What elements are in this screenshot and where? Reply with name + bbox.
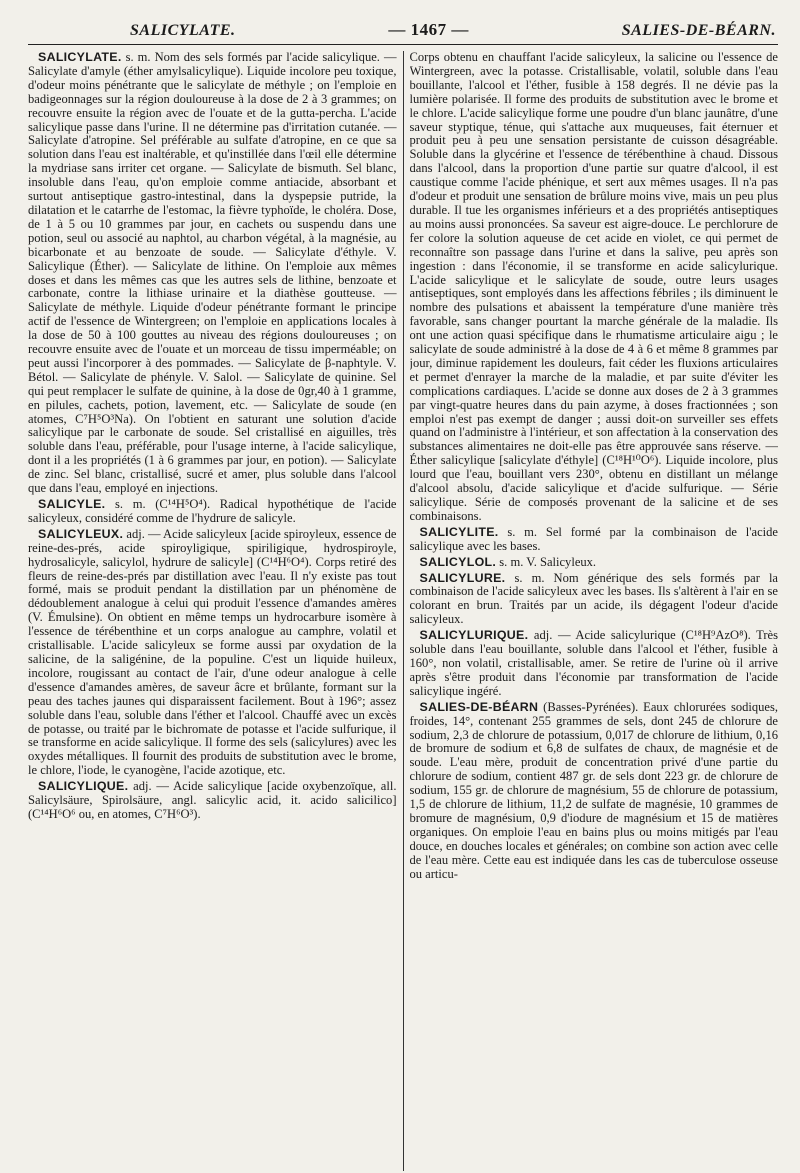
headword: SALIES-DE-BÉARN: [419, 699, 539, 714]
entry-salicylique: [28, 780, 397, 822]
right-column: [410, 51, 779, 1171]
entry-text: adj. — Acide salicylique [acide oxybenzoïque, all. Salicylsäure, Spirolsäure, angl. salicylic acid, it. acido salicilico] (C¹⁴H⁶O⁶ ou, en atomes, C⁷H⁶O³).: [28, 779, 397, 821]
headword: SALICYLATE.: [38, 51, 122, 64]
headword: SALICYLURIQUE.: [419, 628, 529, 643]
running-head: [28, 4, 778, 45]
entry-salicylate: [28, 51, 397, 496]
entry-text: s. m. Nom générique des sels formés par la combinaison de l'acide salicyleux avec les bases. Ils s'altèrent à l'air en se colorant en brun. Traités par un acide, ils dégagent l'odeur d'acide salicyleux.: [409, 570, 778, 627]
page-number: — 1467 —: [388, 20, 469, 39]
entry-text: s. m. (C¹⁴H⁵O⁴). Radical hypothétique de l'acide salicyleux, considéré comme de l'hydrure de salicyle.: [28, 497, 397, 525]
entry-text: s. m. Nom des sels formés par l'acide salicylique. — Salicylate d'amyle (éther amylsalicylique). Liquide incolore peu toxique, d'odeur moins pénétrante que le salicylate de méthyle ; on l'emploie en badigeonnages sur la région douloureuse à la dose de 2 à 3 grammes; on recouvre ensuite la région avec de l'ouate et de la gutta-percha. L'acide salicylique passe dans l'urine. Il ne détermine pas d'irritation cutanée. — Salicylate d'atropine. Sel préférable au sulfate d'atropine, en ce que sa solution dans l'eau est inaltérable, et qu'instillée dans l'œil elle détermine la mydriase sans irriter cet organe. — Salicylate de bismuth. Sel blanc, insoluble dans l'eau, qu'on emploie comme antiacide, absorbant et surtout antiseptique gastro-intestinal, dans la dyspepsie putride, la dilatation et le catarrhe de l'estomac, la fièvre typhoïde, le choléra. Dose, de 1 à 5 ou 10 grammes par jour, en cachets ou suspendu dans une potion, seul ou associé au naphtol, au charbon végétal, à la magnésie, au bicarbonate et au benzoate de soude. — Salicylate d'éthyle. V. Salicylique (Éther). — Salicylate de lithine. On l'emploie aux mêmes doses et dans les mêmes cas que les autres sels de lithine, benzoate et carbonate, contre la lithiase urinaire et la diathèse goutteuse. — Salicylate de méthyle. Liquide d'odeur pénétrante formant le principe actif de l'essence de Wintergreen; on l'emploie en applications locales à la dose de 50 à 100 gouttes au niveau des régions douloureuses ; on recouvre ensuite avec de l'ouate et un morceau de tissu imperméable; on peut aussi l'incorporer à des pommades. — Salicylate de β-naphtyle. V. Bétol. — Salicylate de phényle. V. Salol. — Salicylate de quinine. Sel qui peut remplacer le sulfate de quinine, à la dose de 0gr,40 à 1 gramme, en pilules, cachets, potion, lavement, etc. — Salicylate de soude (en atomes, C⁷H⁵O³Na). On l'obtient en saturant une solution d'acide salicylique par le carbonate de soude. Sel cristallisé en aiguilles, très soluble dans l'eau, préférable, pour l'usage interne, à l'acide salicylique, dont il a les propriétés (1 à 6 grammes par jour, en potion). — Salicylate de zinc. Sel blanc, cristallisé, sucré et amer, plus soluble dans l'alcool que dans l'eau, employé en injections.: [28, 51, 397, 496]
two-column-body: [28, 51, 778, 1171]
entry-salicyleux: [28, 528, 397, 778]
entry-text: adj. — Acide salicyleux [acide spiroyleux, essence de reine-des-prés, acide spiroyligique, spiriligique, hydrospiroyle, hydrosalicyle, salicylol, hydrure de salicyle] (C¹⁴H⁶O⁴). Corps retiré des fleurs de reine-des-prés par distillation avec l'eau. Il n'y existe pas tout formé, mais se produit pendant la distillation par un phénomène de dédoublement analogue à celui qui produit l'essence d'amandes amères (V. Émulsine). On obtient en même temps un hydrocarbure isomère à l'essence de térébenthine et un corps analogue au camphre, volatil et cristallisable. L'acide salicyleux se forme aussi par oxydation de la salicine, de la saligénine, de la populine. C'est un liquide huileux, incolore, rougissant au contact de l'air, d'une odeur analogue à celle d'essence d'amandes amères, de saveur âcre et brûlante, formant sur la peau des taches jaunes qui disparaissent facilement. Bout à 196°; assez soluble dans l'eau, soluble dans l'éther et l'alcool. Chauffé avec un excès de potasse, ou traité par le bichromate de potasse et l'acide sulfurique, il se transforme en acide salicylique. Il forme des sels (salicylures) avec les oxydes métalliques. Il fournit des produits de substitution avec le brome, le chlore, l'iode, le cyanogène, l'acide azotique, etc.: [28, 526, 397, 778]
headword: SALICYLE.: [38, 497, 106, 511]
entry-salies-de-bearn: [410, 701, 779, 882]
entry-salicylique-continued: [410, 51, 779, 524]
entry-text: (Basses-Pyrénées). Eaux chlorurées sodiques, froides, 14°, contenant 255 grammes de sels, dont 245 de chlorure de sodium, 2,3 de chlorure de potassium, 0,017 de chlorure de lithium, 0,16 de bromure de sodium et 6,8 de sulfates de chaux, de magnésie et de soude. L'eau mère, produit de concentration privé d'une partie du chlorure de sodium, contient 487 gr. de sels dont 223 gr. de chlorure de sodium, 155 gr. de chlorure de magnésium, 55 de chlorure de potassium, 1,5 de chlorure de lithium, 11,2 de sulfate de magnésie, 10 grammes de bromure de magnésium, 0,9 d'iodure de magnésium et 15 de matières organiques. On emploie l'eau en bains plus ou moins mitigés par l'eau douce, en douches locales et générales; on combine son action avec celle de l'eau mère. Cette eau est indiquée dans les cas de tuberculose osseuse ou articu-: [409, 699, 778, 881]
entry-text: s. m. V. Salicyleux.: [496, 554, 597, 569]
running-head-right: SALIES-DE-BÉARN.: [621, 22, 776, 39]
entry-text: s. m. Sel formé par la combinaison de l'acide salicylique avec les bases.: [409, 524, 778, 553]
column-divider: [403, 51, 404, 1171]
entry-salicylurique: [410, 629, 779, 699]
headword: SALICYLEUX.: [38, 526, 124, 541]
entry-salicyle: [28, 498, 397, 526]
headword: SALICYLIQUE.: [38, 779, 129, 794]
headword: SALICYLOL.: [419, 554, 497, 569]
left-column: [28, 51, 397, 1171]
headword: SALICYLITE.: [419, 524, 499, 539]
entry-text: adj. — Acide salicylurique (C¹⁸H⁹AzO⁸). Très soluble dans l'eau bouillante, soluble dans l'alcool et l'éther, fusible à 160°, non volatil, cristallisable, amer. Se retire de l'urine où il arrive après s'être produit dans l'économie par transformation de l'acide salicylique ingéré.: [409, 628, 778, 698]
headword: SALICYLURE.: [419, 570, 506, 585]
entry-salicylol: [410, 556, 779, 570]
running-head-left: SALICYLATE.: [130, 22, 236, 39]
entry-text: Corps obtenu en chauffant l'acide salicyleux, la salicine ou l'essence de Wintergreen, avec la potasse. Cristallisable, volatil, soluble dans l'eau bouillante, l'alcool et l'éther, fusible à 158 degrés. Il ne dévie pas la lumière polarisée. Il forme des produits de substitution avec le brome et le chlore. L'acide salicylique forme une poudre d'un blanc jaunâtre, d'une saveur styptique, ténue, qui s'attache aux muqueuses, fait éternuer et produit peu à peu une sensation persistante de cuisson désagréable. Soluble dans la glycérine et l'essence de térébenthine à chaud. Dissous dans l'alcool, dans la proportion d'une partie sur quatre d'alcool, il est caustique comme l'acide phénique, et sert aux mêmes usages. Il n'a pas d'odeur et produit une sensation de brûlure moins vive, mais un peu plus durable. Il tue les organismes inférieurs et a des propriétés antiseptiques au moins aussi prononcées. Sa saveur est aigre-douce. Le perchlorure de fer colore la solution aqueuse de cet acide en violet, ce qui permet de reconnaître son passage dans l'urine et dans la salive, peu après son ingestion : dans l'économie, il se transforme en acide salicylurique. L'acide salicylique et le salicylate de soude, outre leurs usages antiseptiques, sont employés dans les affections fébriles ; ils diminuent le nombre des pulsations et abaissent la température d'une manière très favorable, sans changer pourtant la marche générale de la maladie. Ils ont une action quasi spécifique dans le rhumatisme articulaire aigu ; le salicylate de soude administré à la dose de 4 à 6 et même 8 grammes par jour, diminue rapidement les douleurs, fait céder les fluxions articulaires et permet d'enrayer la marche de la maladie, et par suite d'éviter les complications cardiaques. L'acide se donne aux doses de 2 à 3 grammes par vingt-quatre heures dans du pain azyme, à doses fractionnées ; son emploi n'est pas exempt de danger ; aussi doit-on surveiller ses effets quand on l'administre à l'intérieur, et son affectation à la conservation des substances alimentaires ne doit-elle pas être approuvée sans réserve. — Éther salicylique [salicylate d'éthyle] (C¹⁸H¹⁰O⁶). Liquide incolore, plus lourd que l'eau, bouillant vers 230°, obtenu en distillant un mélange d'alcool absolu, d'acide salicylique et d'acide sulfurique. — Série salicylique. Série de composés provenant de la salicine et de ses combinaisons.: [409, 51, 778, 523]
entry-salicylite: [410, 526, 779, 554]
entry-salicylure: [410, 572, 779, 628]
